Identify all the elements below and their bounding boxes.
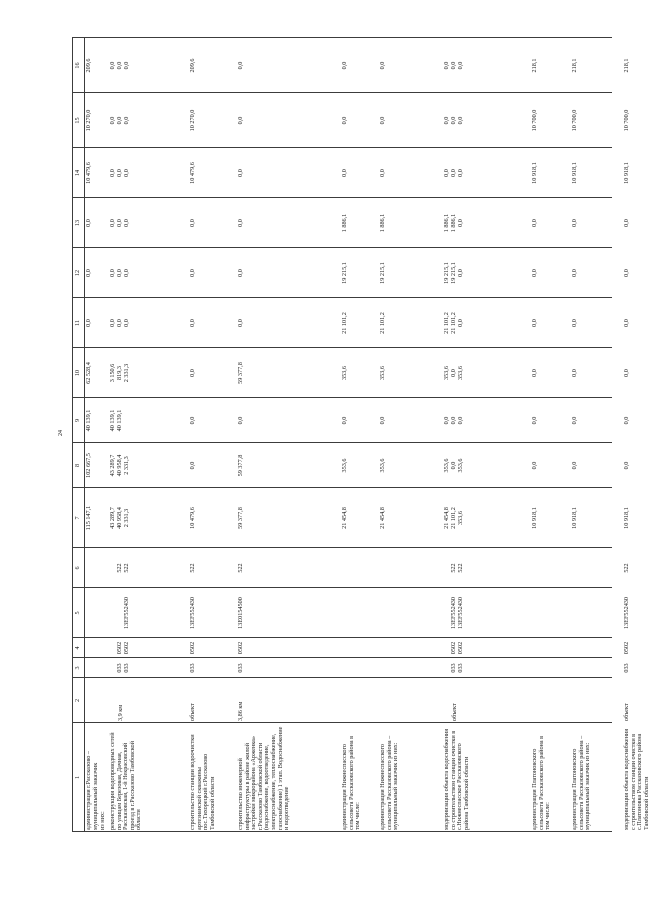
cell-col12: 0,0 <box>571 269 578 277</box>
cell-col8: 0,0 <box>571 461 578 470</box>
cell-col6: 522 <box>450 563 457 573</box>
cell-col7: 353,6 <box>457 511 464 525</box>
column-header-7: 7 <box>74 516 81 520</box>
cell-col10: 0,0 <box>531 369 538 377</box>
cell-col5: 13ЕF552430 <box>623 597 630 629</box>
row-unit: 3,9 км <box>117 704 124 721</box>
cell-col10: 353,6 <box>341 366 348 380</box>
cell-col14: 10 479,6 <box>85 162 92 184</box>
grid-vline <box>72 657 612 658</box>
cell-col3: 033 <box>623 663 630 673</box>
cell-col13: 0,0 <box>189 219 196 227</box>
cell-col13: 0,0 <box>123 219 130 227</box>
cell-col4: 0502 <box>237 641 244 655</box>
cell-col9: 40 139,1 <box>109 409 116 432</box>
cell-col11: 0,0 <box>109 319 116 327</box>
cell-col14: 10 918,1 <box>571 162 578 184</box>
cell-col10: 353,6 <box>443 366 450 380</box>
cell-col15: 0,0 <box>123 116 130 125</box>
cell-col15: 10 270,0 <box>189 109 196 132</box>
cell-col15: 0,0 <box>109 116 116 125</box>
cell-col15: 10 700,0 <box>623 109 630 132</box>
cell-col8: 59 377,8 <box>237 454 244 477</box>
cell-col16: 209,6 <box>85 58 92 73</box>
cell-col12: 0,0 <box>189 269 196 277</box>
cell-col12: 0,0 <box>109 269 116 277</box>
cell-col9: 0,0 <box>531 416 538 425</box>
cell-col15: 10 700,0 <box>571 109 578 132</box>
cell-col14: 0,0 <box>237 169 244 177</box>
cell-col7: 2 331,3 <box>123 508 130 528</box>
cell-col13: 0,0 <box>571 219 578 227</box>
cell-col3: 033 <box>189 663 196 673</box>
row-unit: объект <box>451 703 458 721</box>
cell-col10: 0,0 <box>450 369 457 377</box>
cell-col10: 62 528,4 <box>85 362 92 384</box>
cell-col13: 0,0 <box>457 219 464 227</box>
cell-col12: 0,0 <box>123 269 130 277</box>
cell-col7: 43 289,7 <box>109 507 116 529</box>
cell-col11: 21 101,2 <box>443 312 450 334</box>
cell-col8: 353,6 <box>341 458 348 473</box>
cell-col9: 0,0 <box>623 416 630 425</box>
cell-col13: 0,0 <box>237 219 244 227</box>
cell-col10: 0,0 <box>189 369 196 377</box>
cell-col3: 033 <box>450 663 457 673</box>
cell-col8: 102 667,5 <box>85 453 92 478</box>
column-header-2: 2 <box>74 698 81 703</box>
cell-col15: 0,0 <box>116 116 123 125</box>
column-header-3: 3 <box>74 666 81 670</box>
cell-col4: 0502 <box>189 641 196 655</box>
cell-col13: 0,0 <box>116 219 123 227</box>
cell-col11: 0,0 <box>189 319 196 327</box>
cell-col9: 0,0 <box>443 416 450 425</box>
cell-col7: 21 454,8 <box>443 507 450 529</box>
cell-col15: 0,0 <box>379 116 386 125</box>
cell-col7: 40 958,4 <box>116 507 123 529</box>
row-name: из них: <box>99 811 106 830</box>
column-header-14: 14 <box>74 169 81 177</box>
cell-col16: 0,0 <box>379 61 386 70</box>
row-name: модернизация объекта водоснабжения с строительством станции очистки в с.Платоновка Рассказовского района Тамбовской области <box>623 728 650 830</box>
column-header-16: 16 <box>74 62 81 69</box>
cell-col10: 0,0 <box>623 369 630 377</box>
cell-col5: 13ЕF552430 <box>450 597 457 629</box>
cell-col8: 2 331,3 <box>123 456 130 475</box>
column-header-5: 5 <box>74 611 81 615</box>
cell-col9: 0,0 <box>237 416 244 425</box>
row-name: администрация Нижнеспасского сельсовета Рассказовского района в том числе: <box>341 735 362 830</box>
cell-col7: 10 918,1 <box>623 507 630 529</box>
cell-col16: 218,1 <box>571 58 578 73</box>
cell-col8: 0,0 <box>450 461 457 470</box>
cell-col7: 115 147,1 <box>85 505 92 531</box>
cell-col15: 0,0 <box>443 116 450 125</box>
cell-col10: 353,6 <box>379 366 386 380</box>
cell-col6: 522 <box>123 563 130 573</box>
cell-col14: 0,0 <box>457 169 464 177</box>
cell-col15: 0,0 <box>457 116 464 125</box>
cell-col16: 0,0 <box>341 61 348 70</box>
cell-col14: 0,0 <box>341 169 348 177</box>
cell-col10: 353,6 <box>457 366 464 380</box>
cell-col6: 522 <box>237 563 244 573</box>
column-header-10: 10 <box>74 369 81 377</box>
cell-col3: 033 <box>457 663 464 673</box>
cell-col14: 10 479,6 <box>189 162 196 184</box>
cell-col14: 0,0 <box>443 169 450 177</box>
cell-col15: 0,0 <box>450 116 457 125</box>
cell-col5: 13ЕF552430 <box>189 597 196 629</box>
cell-col11: 0,0 <box>116 319 123 327</box>
cell-col9: 0,0 <box>571 416 578 425</box>
cell-col11: 0,0 <box>623 319 630 327</box>
cell-col12: 19 215,1 <box>379 262 386 284</box>
rotated-page <box>52 28 650 838</box>
cell-col7: 21 101,2 <box>450 507 457 529</box>
cell-col4: 0502 <box>123 641 130 655</box>
cell-col6: 522 <box>457 563 464 573</box>
cell-col9: 40 139,1 <box>85 409 92 432</box>
cell-col11: 0,0 <box>85 319 92 327</box>
column-header-1: 1 <box>74 775 81 780</box>
cell-col16: 0,0 <box>237 61 244 70</box>
cell-col14: 0,0 <box>450 169 457 177</box>
cell-col9: 0,0 <box>457 416 464 425</box>
cell-col7: 10 918,1 <box>571 507 578 529</box>
cell-col7: 59 377,8 <box>237 507 244 529</box>
cell-col8: 40 958,4 <box>116 454 123 477</box>
cell-col11: 0,0 <box>123 319 130 327</box>
cell-col4: 0502 <box>457 641 464 655</box>
cell-col12: 19 215,1 <box>341 262 348 284</box>
cell-col10: 59 377,8 <box>237 362 244 384</box>
cell-col10: 819,3 <box>116 366 123 380</box>
row-name: модернизация объекта водоснабжения со строительством станции очистки в с.Нижнеспасское Рассказовского района Тамбовской области <box>443 728 470 830</box>
cell-col9: 0,0 <box>450 416 457 425</box>
cell-col13: 1 886,1 <box>443 213 450 233</box>
cell-col12: 0,0 <box>85 269 92 277</box>
row-name: администрация Нижнеспасского сельсовета Рассказовского района – муниципальный заказчик из них: <box>379 735 400 830</box>
cell-col15: 10 270,0 <box>85 109 92 132</box>
cell-col14: 0,0 <box>109 169 116 177</box>
column-header-15: 15 <box>74 117 81 124</box>
cell-col7: 21 454,8 <box>379 507 386 529</box>
cell-col8: 353,6 <box>457 458 464 473</box>
row-name: строительство инженерной инфраструктуры в районе жилой застройки микрорайона «Арженка» г.Рассказово Тамбовской области (водоснабжение, водоотведение, электроснабжение, теплоснабжение, газоснабжение) 1 этап. Водоснабжение и водоотведение <box>237 726 291 830</box>
cell-col13: 1 886,1 <box>379 213 386 233</box>
cell-col6: 522 <box>623 563 630 573</box>
grid-vline <box>72 831 612 832</box>
cell-col5: 13ЕF552430 <box>457 597 464 629</box>
grid-vline <box>72 722 612 723</box>
row-name: строительство станции водоочистки артезианской скважины пос.Тихорецкий г.Рассказово Тамбовской области <box>189 734 216 830</box>
cell-col12: 0,0 <box>531 269 538 277</box>
grid-vline <box>72 587 612 588</box>
cell-col14: 10 918,1 <box>531 162 538 184</box>
page-number: 24 <box>58 430 64 436</box>
cell-col4: 0502 <box>450 641 457 655</box>
cell-col13: 1 886,1 <box>341 213 348 233</box>
cell-col5: 13Е0154500 <box>237 597 244 629</box>
cell-col15: 0,0 <box>341 116 348 125</box>
cell-col3: 033 <box>237 663 244 673</box>
cell-col5: 13ЕF552430 <box>123 597 130 629</box>
cell-col10: 0,0 <box>571 369 578 377</box>
cell-col11: 0,0 <box>571 319 578 327</box>
cell-col16: 0,0 <box>457 61 464 70</box>
cell-col10: 3 150,6 <box>109 363 116 383</box>
cell-col15: 10 700,0 <box>531 109 538 132</box>
cell-col12: 19 215,1 <box>443 262 450 284</box>
cell-col8: 353,6 <box>379 458 386 473</box>
cell-col12: 19 215,1 <box>450 262 457 284</box>
grid-vline <box>72 637 612 638</box>
cell-col8: 353,6 <box>443 458 450 473</box>
row-unit: 3,86 км <box>237 701 244 721</box>
cell-col9: 0,0 <box>341 416 348 425</box>
cell-col13: 0,0 <box>109 219 116 227</box>
cell-col11: 21 101,2 <box>379 312 386 334</box>
cell-col9: 0,0 <box>379 416 386 425</box>
cell-col9: 40 139,1 <box>116 409 123 432</box>
cell-col3: 033 <box>123 663 130 673</box>
cell-col7: 21 454,8 <box>341 507 348 529</box>
cell-col7: 10 479,6 <box>189 507 196 529</box>
cell-col12: 0,0 <box>623 269 630 277</box>
cell-col4: 0502 <box>116 641 123 655</box>
column-header-9: 9 <box>74 418 81 423</box>
row-unit: объект <box>623 703 630 721</box>
cell-col16: 0,0 <box>443 61 450 70</box>
cell-col16: 218,1 <box>531 58 538 73</box>
cell-col6: 522 <box>116 563 123 573</box>
cell-col16: 218,1 <box>623 58 630 73</box>
cell-col13: 1 886,1 <box>450 213 457 233</box>
row-name: администрация Платоновского сельсовета Рассказовского района в том числе: <box>531 735 552 830</box>
cell-col14: 0,0 <box>123 169 130 177</box>
cell-col11: 0,0 <box>237 319 244 327</box>
cell-col16: 0,0 <box>450 61 457 70</box>
budget-table <box>52 28 650 838</box>
cell-col16: 0,0 <box>116 61 123 70</box>
cell-col6: 522 <box>189 563 196 573</box>
cell-col10: 2 331,3 <box>123 363 130 383</box>
cell-col14: 0,0 <box>116 169 123 177</box>
cell-col12: 0,0 <box>237 269 244 277</box>
column-header-8: 8 <box>74 463 81 468</box>
row-name: администрация г.Рассказово – муниципальный заказчик <box>85 751 99 830</box>
grid-vline <box>72 677 612 678</box>
row-name: администрация Платоновского сельсовета Рассказовского района – муниципальный заказчик из них: <box>571 735 592 830</box>
cell-col12: 0,0 <box>116 269 123 277</box>
column-header-4: 4 <box>74 646 81 650</box>
cell-col8: 0,0 <box>623 461 630 470</box>
cell-col11: 21 101,2 <box>450 312 457 334</box>
cell-col16: 209,6 <box>189 58 196 73</box>
cell-col13: 0,0 <box>85 219 92 227</box>
cell-col11: 21 101,2 <box>341 312 348 334</box>
cell-col13: 0,0 <box>623 219 630 227</box>
row-unit: объект <box>189 703 196 721</box>
cell-col8: 0,0 <box>189 461 196 470</box>
cell-col12: 0,0 <box>457 269 464 277</box>
cell-col3: 033 <box>116 663 123 673</box>
cell-col15: 0,0 <box>237 116 244 125</box>
column-header-13: 13 <box>74 219 81 227</box>
cell-col16: 0,0 <box>109 61 116 70</box>
cell-col14: 0,0 <box>379 169 386 177</box>
column-header-12: 12 <box>74 269 81 277</box>
cell-col8: 0,0 <box>531 461 538 470</box>
cell-col16: 0,0 <box>123 61 130 70</box>
cell-col11: 0,0 <box>457 319 464 327</box>
row-name: реконструкция водопроводных сетей по улицам Березовая, Дачная, Рассказовская, 1-й Некрасовский проезд в г.Рассказово Тамбовской области <box>109 732 143 830</box>
grid-hline-top <box>72 38 73 832</box>
cell-col9: 0,0 <box>189 416 196 425</box>
cell-col14: 10 918,1 <box>623 162 630 184</box>
cell-col11: 0,0 <box>531 319 538 327</box>
cell-col7: 10 918,1 <box>531 507 538 529</box>
cell-col8: 43 289,7 <box>109 454 116 477</box>
column-header-11: 11 <box>74 320 81 326</box>
cell-col4: 0502 <box>623 641 630 655</box>
cell-col13: 0,0 <box>531 219 538 227</box>
grid-hline-header <box>84 38 85 832</box>
column-header-6: 6 <box>74 566 81 570</box>
